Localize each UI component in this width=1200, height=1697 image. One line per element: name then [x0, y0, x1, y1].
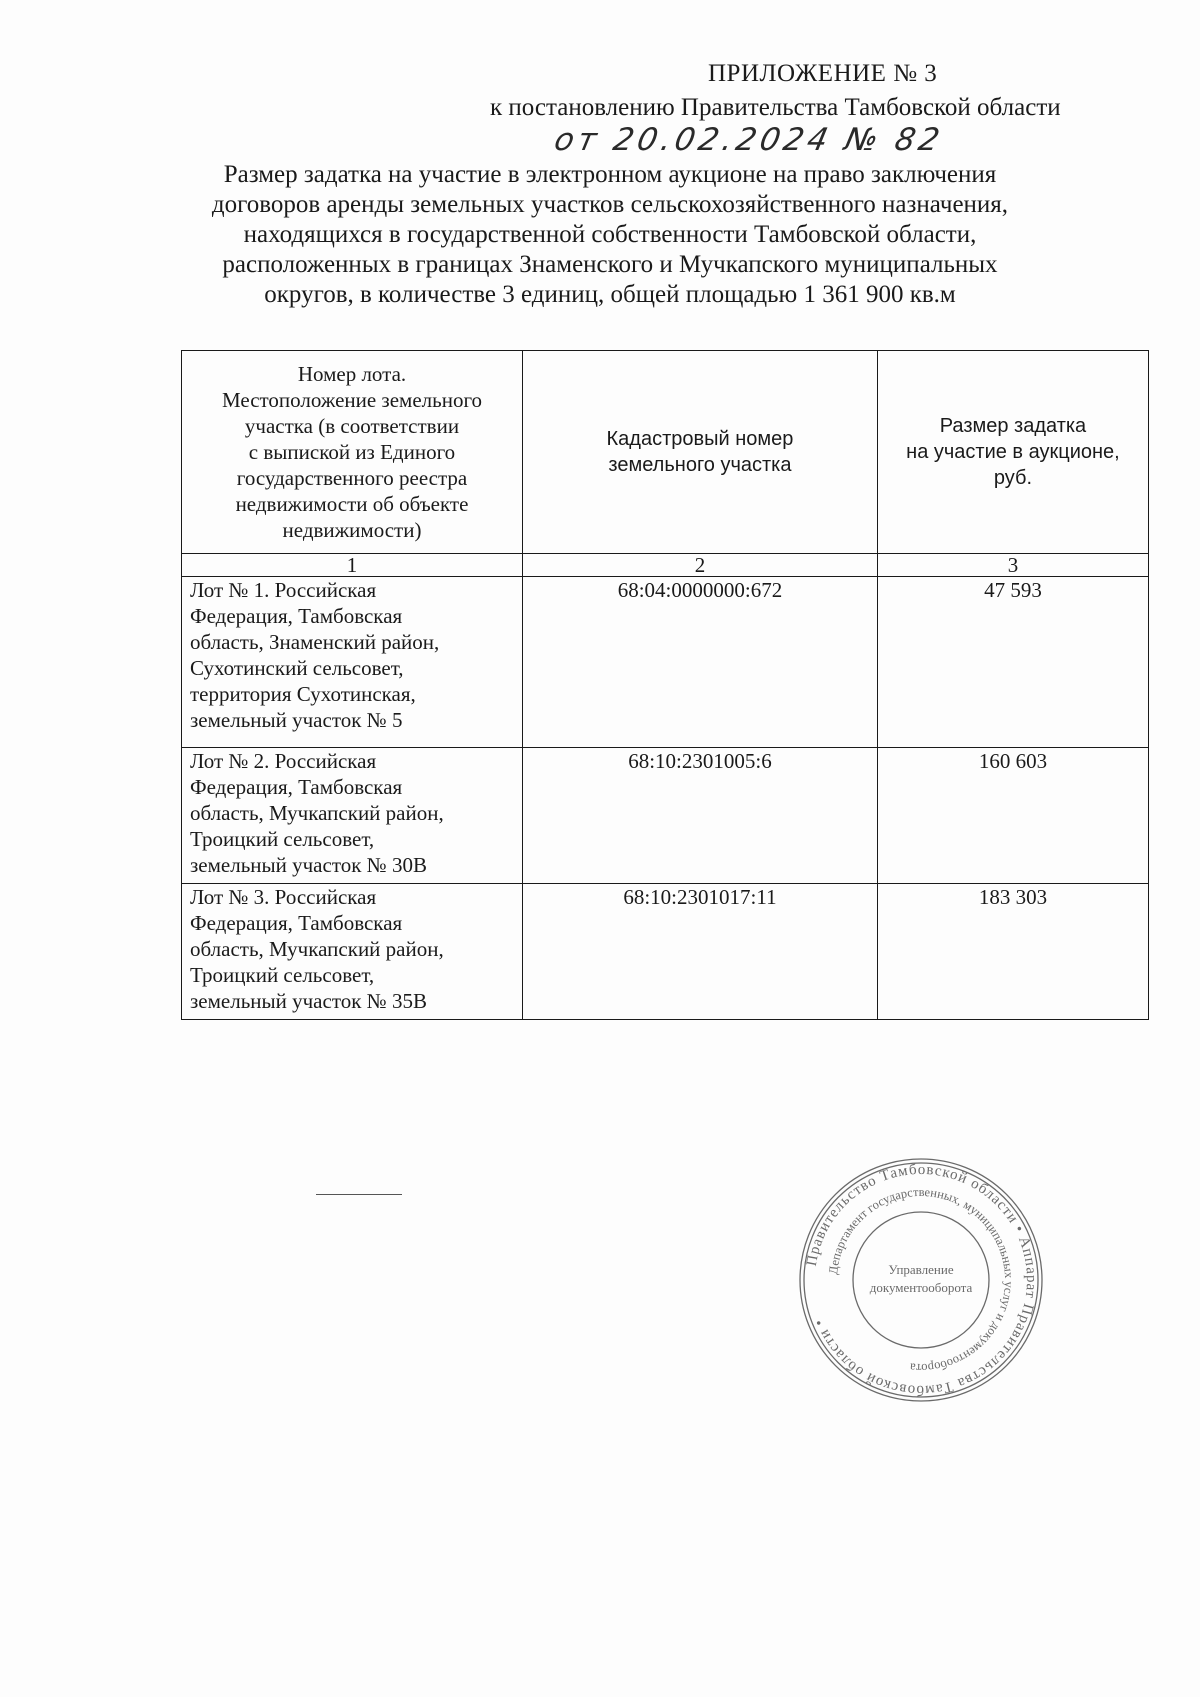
stray-pen-line: [316, 1194, 402, 1195]
title-line: расположенных в границах Знаменского и Мучкапского муниципальных: [222, 251, 998, 278]
handwritten-date-number: от 20.02.2024 № 82: [551, 122, 947, 158]
table-row: [182, 748, 1149, 884]
lot-deposit-amount: 183 303: [877, 884, 1148, 1020]
document-title: [170, 160, 1050, 310]
lot-location-text: Лот № 3. Российская Федерация, Тамбовская область, Мучкапский район, Троицкий сельсовет, земельный участок № 35В: [190, 885, 444, 1013]
header-location-text: Номер лота. Местоположение земельного участка (в соответствии с выпиской из Единого государственного реестра недвижимости об объекте недвижимости): [221, 362, 483, 542]
column-number-row: [182, 554, 1149, 577]
header-deposit-text: Размер задатка на участие в аукционе, руб.: [906, 415, 1120, 489]
lot-cadastral-number: 68:10:2301017:11: [523, 884, 878, 1020]
appendix-reference: к постановлению Правительства Тамбовской области: [490, 94, 1061, 121]
official-stamp: [796, 1155, 1046, 1405]
header-cadastral: [523, 351, 878, 554]
title-line: договоров аренды земельных участков сельскохозяйственного назначения,: [211, 191, 1009, 218]
stamp-outer-text: Правительство Тамбовской области • Аппарат Правительства Тамбовской области •: [803, 1161, 1040, 1399]
column-number: 1: [182, 554, 523, 577]
lot-deposit-amount: 47 593: [877, 577, 1148, 748]
column-number: 2: [523, 554, 878, 577]
title-line: округов, в количестве 3 единиц, общей площадью 1 361 900 кв.м: [264, 281, 956, 308]
lot-location: [182, 577, 523, 748]
stamp-center-line2: документооборота: [869, 1280, 973, 1295]
stamp-center-line1: Управление: [888, 1262, 954, 1277]
table-row: [182, 884, 1149, 1020]
title-line: Размер задатка на участие в электронном аукционе на право заключения: [223, 161, 997, 188]
lot-cadastral-number: 68:04:0000000:672: [523, 577, 878, 748]
header-location: [182, 351, 523, 554]
lot-location: [182, 748, 523, 884]
appendix-number: ПРИЛОЖЕНИЕ № 3: [708, 60, 938, 87]
lot-deposit-amount: 160 603: [877, 748, 1148, 884]
deposit-table: [181, 350, 1149, 1020]
column-number: 3: [877, 554, 1148, 577]
lot-location-text: Лот № 1. Российская Федерация, Тамбовская область, Знаменский район, Сухотинский сельсовет, территория Сухотинская, земельный участок № 5: [190, 578, 440, 732]
header-deposit: [877, 351, 1148, 554]
lot-cadastral-number: 68:10:2301005:6: [523, 748, 878, 884]
stamp-middle-text: Департамент государственных, муниципальных услуг и документооборота: [826, 1184, 1017, 1376]
table-header-row: [182, 351, 1149, 554]
table-row: [182, 577, 1149, 748]
title-line: находящихся в государственной собственности Тамбовской области,: [243, 221, 977, 248]
header-cadastral-text: Кадастровый номер земельного участка: [606, 428, 794, 476]
lot-location: [182, 884, 523, 1020]
lot-location-text: Лот № 2. Российская Федерация, Тамбовская область, Мучкапский район, Троицкий сельсовет, земельный участок № 30В: [190, 749, 444, 877]
